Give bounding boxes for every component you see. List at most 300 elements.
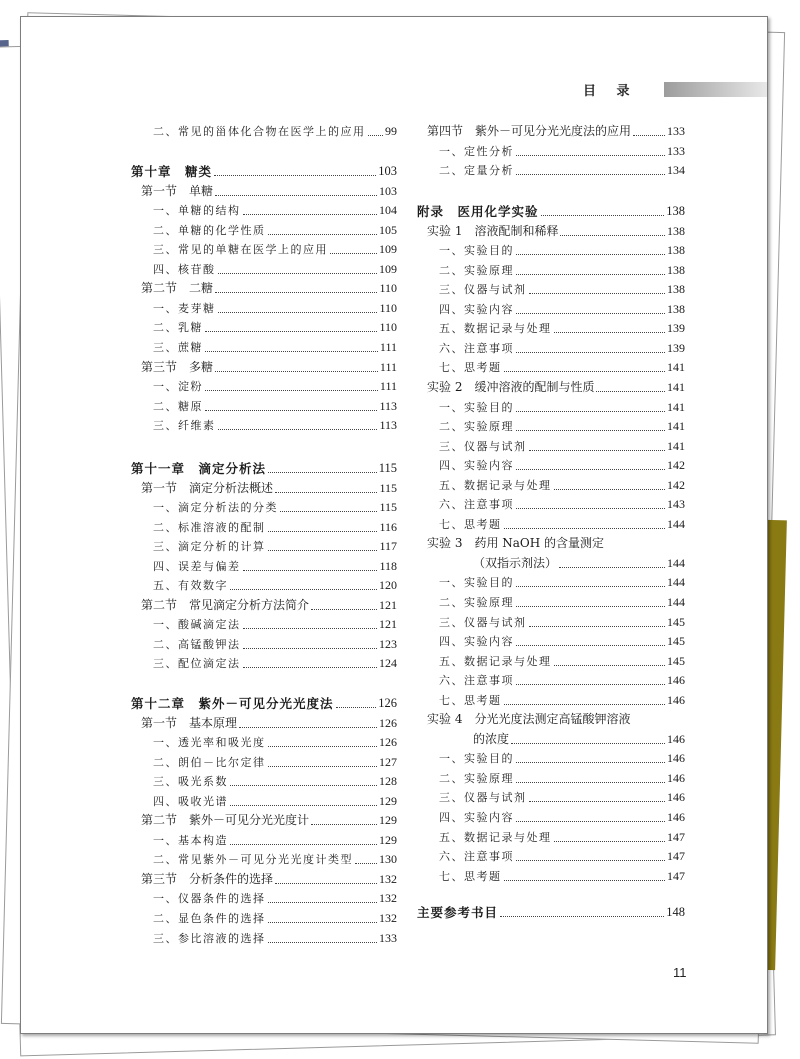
toc-entry-label: 二、高锰酸钾法	[153, 638, 241, 651]
toc-entry-item	[417, 573, 685, 592]
toc-entry-label: 第一节 单糖	[141, 184, 214, 198]
toc-entry-page: 146	[667, 693, 685, 707]
toc-entry-page: 145	[667, 634, 685, 648]
toc-entry-label: 一、实验目的	[439, 401, 514, 414]
toc-entry-page: 144	[667, 556, 685, 570]
toc-entry-item	[417, 593, 685, 612]
toc-entry-section	[131, 714, 397, 733]
toc-entry-chapter	[417, 202, 685, 221]
toc-entry-chapter	[131, 162, 397, 181]
toc-entry-page: 145	[667, 654, 685, 668]
toc-entry-label: 三、仪器与试剂	[439, 283, 527, 296]
toc-entry-page: 132	[379, 872, 397, 886]
leader-dots	[554, 665, 666, 666]
toc-entry-item	[417, 319, 685, 338]
toc-entry-item	[417, 241, 685, 260]
toc-entry-item	[131, 518, 397, 537]
toc-entry-label: 二、常见紫外－可见分光光度计类型	[153, 853, 353, 866]
toc-entry-cont	[417, 730, 685, 749]
header-gradient-bar	[664, 82, 767, 97]
toc-entry-page: 120	[379, 578, 397, 592]
toc-entry-label: 二、常见的甾体化合物在医学上的应用	[153, 125, 366, 138]
toc-entry-page: 128	[379, 774, 397, 788]
toc-entry-page: 138	[667, 224, 685, 238]
toc-entry-item	[417, 515, 685, 534]
toc-entry-page: 121	[379, 617, 397, 631]
toc-entry-item	[417, 161, 685, 180]
toc-entry-page: 117	[379, 539, 397, 553]
toc-entry-label: 二、实验原理	[439, 772, 514, 785]
leader-dots	[311, 609, 377, 610]
toc-entry-item	[417, 476, 685, 495]
toc-entry-label: 五、有效数字	[153, 579, 228, 592]
toc-entry-section	[417, 534, 685, 553]
toc-entry-label: 第一节 滴定分析法概述	[141, 481, 274, 495]
leader-dots	[311, 824, 377, 825]
leader-dots	[336, 707, 377, 708]
toc-entry-page: 110	[379, 320, 397, 334]
leader-dots	[280, 511, 377, 512]
toc-entry-label: 四、核苷酸	[153, 263, 216, 276]
toc-entry-label: 七、思考题	[439, 694, 502, 707]
leader-dots	[560, 235, 665, 236]
toc-entry-page: 133	[379, 931, 397, 945]
toc-entry-page: 133	[667, 124, 685, 138]
leader-dots	[268, 766, 378, 767]
toc-entry-item	[417, 280, 685, 299]
toc-entry-page: 115	[378, 461, 397, 475]
leader-dots	[268, 902, 378, 903]
leader-dots	[215, 371, 378, 372]
toc-entry-label: 二、显色条件的选择	[153, 912, 266, 925]
leader-dots	[355, 863, 377, 864]
toc-entry-label: 二、标准溶液的配制	[153, 521, 266, 534]
leader-dots	[243, 648, 378, 649]
toc-entry-item	[131, 850, 397, 869]
leader-dots	[268, 746, 378, 747]
leader-dots	[516, 586, 665, 587]
toc-entry-item	[417, 632, 685, 651]
toc-entry-item	[131, 299, 397, 318]
toc-entry-item	[131, 772, 397, 791]
toc-entry-label: 四、实验内容	[439, 303, 514, 316]
toc-entry-item	[131, 338, 397, 357]
toc-entry-page: 103	[379, 184, 397, 198]
toc-entry-label: 第十一章 滴定分析法	[131, 461, 267, 476]
toc-entry-page: 124	[379, 656, 397, 670]
toc-entry-page: 105	[379, 223, 397, 237]
toc-entry-page: 146	[667, 673, 685, 687]
leader-dots	[516, 313, 665, 314]
leader-dots	[243, 214, 378, 215]
leader-dots	[529, 450, 666, 451]
toc-entry-label: 四、误差与偏差	[153, 560, 241, 573]
toc-entry-page: 110	[379, 301, 397, 315]
toc-entry-label: 第一节 基本原理	[141, 716, 238, 730]
toc-entry-label: 第十章 糖类	[131, 164, 213, 179]
leader-dots	[541, 215, 665, 216]
toc-entry-page: 111	[379, 379, 397, 393]
leader-dots	[516, 860, 665, 861]
toc-entry-item	[131, 397, 397, 416]
toc-entry-label: 六、注意事项	[439, 674, 514, 687]
toc-entry-chapter	[131, 694, 397, 713]
toc-entry-page: 132	[379, 911, 397, 925]
toc-entry-label: 四、吸收光谱	[153, 795, 228, 808]
toc-entry-item	[417, 398, 685, 417]
toc-entry-item	[417, 261, 685, 280]
toc-entry-label: 三、仪器与试剂	[439, 791, 527, 804]
toc-entry-label: 第二节 紫外－可见分光光度计	[141, 813, 310, 827]
page-number: 11	[673, 965, 687, 980]
toc-entry-label: 三、吸光系数	[153, 775, 228, 788]
toc-entry-page: 129	[379, 794, 397, 808]
toc-entry-item	[417, 691, 685, 710]
leader-dots	[230, 844, 377, 845]
toc-entry-label: 三、滴定分析的计算	[153, 540, 266, 553]
toc-entry-label: 一、实验目的	[439, 244, 514, 257]
toc-entry-label: 二、定量分析	[439, 164, 514, 177]
toc-entry-page: 138	[667, 282, 685, 296]
leader-dots	[205, 410, 377, 411]
toc-entry-page: 141	[667, 380, 685, 394]
leader-dots	[268, 922, 378, 923]
leader-dots	[516, 606, 665, 607]
toc-entry-label: 主要参考书目	[417, 905, 499, 920]
toc-entry-page: 130	[379, 852, 397, 866]
toc-entry-item	[131, 792, 397, 811]
leader-dots	[516, 782, 665, 783]
toc-entry-page: 139	[667, 341, 685, 355]
leader-dots	[529, 626, 666, 627]
leader-dots	[516, 274, 665, 275]
toc-entry-page: 110	[379, 281, 397, 295]
toc-entry-page: 139	[667, 321, 685, 335]
toc-entry-label: 六、注意事项	[439, 850, 514, 863]
leader-dots	[596, 391, 665, 392]
leader-dots	[243, 570, 378, 571]
toc-entry-page: 148	[666, 905, 685, 919]
toc-entry-label: 附录 医用化学实验	[417, 204, 539, 219]
toc-entry-label: 七、思考题	[439, 870, 502, 883]
toc-entry-label: 四、实验内容	[439, 635, 514, 648]
toc-entry-page: 104	[379, 203, 397, 217]
toc-entry-page: 141	[667, 439, 685, 453]
toc-entry-label: 四、实验内容	[439, 459, 514, 472]
leader-dots	[239, 727, 377, 728]
leader-dots	[243, 667, 378, 668]
toc-entry-section	[131, 358, 397, 377]
toc-entry-page: 109	[379, 262, 397, 276]
toc-entry-page: 142	[667, 478, 685, 492]
toc-entry-page: 145	[667, 615, 685, 629]
toc-entry-label: 一、单糖的结构	[153, 204, 241, 217]
toc-entry-section	[417, 122, 685, 141]
toc-entry-label: 一、实验目的	[439, 752, 514, 765]
toc-entry-label: 二、糖原	[153, 400, 203, 413]
toc-page	[20, 16, 768, 1034]
toc-entry-item	[131, 318, 397, 337]
toc-entry-label: 四、实验内容	[439, 811, 514, 824]
toc-entry-label: 三、参比溶液的选择	[153, 932, 266, 945]
toc-entry-item	[417, 300, 685, 319]
leader-dots	[516, 645, 665, 646]
toc-entry-label: 第十二章 紫外－可见分光光度法	[131, 696, 334, 711]
leader-dots	[230, 785, 377, 786]
toc-entry-section	[417, 710, 685, 729]
toc-entry-label: 五、数据记录与处理	[439, 479, 552, 492]
toc-entry-chapter	[131, 459, 397, 478]
leader-dots	[516, 155, 665, 156]
running-header	[547, 79, 767, 101]
toc-entry-label: 实验 2 缓冲溶液的配制与性质	[427, 380, 595, 394]
toc-entry-section	[131, 596, 397, 615]
toc-entry-page: 141	[667, 400, 685, 414]
toc-entry-section	[131, 279, 397, 298]
leader-dots	[218, 312, 378, 313]
toc-entry-item	[417, 788, 685, 807]
leader-dots	[516, 508, 665, 509]
toc-entry-label: 二、实验原理	[439, 596, 514, 609]
leader-dots	[215, 195, 377, 196]
toc-entry-item	[417, 867, 685, 886]
leader-dots	[516, 684, 665, 685]
leader-dots	[243, 628, 378, 629]
toc-entry-label: 三、仪器与试剂	[439, 440, 527, 453]
toc-entry-item	[417, 456, 685, 475]
toc-entry-label: 二、乳糖	[153, 321, 203, 334]
toc-entry-page: 146	[667, 732, 685, 746]
toc-entry-item	[131, 122, 397, 141]
toc-entry-page: 133	[667, 144, 685, 158]
toc-entry-page: 144	[667, 575, 685, 589]
leader-dots	[230, 805, 377, 806]
leader-dots	[218, 429, 378, 430]
toc-entry-page: 126	[379, 716, 397, 730]
toc-entry-item	[131, 635, 397, 654]
toc-entry-label: 实验 4 分光光度法测定高锰酸钾溶液	[427, 712, 631, 726]
leader-dots	[554, 841, 666, 842]
toc-entry-label: 三、仪器与试剂	[439, 616, 527, 629]
toc-entry-page: 141	[667, 419, 685, 433]
leader-dots	[268, 234, 378, 235]
toc-entry-item	[417, 808, 685, 827]
leader-dots	[529, 801, 666, 802]
leader-dots	[516, 411, 665, 412]
toc-entry-item	[131, 201, 397, 220]
toc-entry-label: 五、数据记录与处理	[439, 655, 552, 668]
toc-entry-page: 111	[379, 340, 397, 354]
toc-entry-label: 一、酸碱滴定法	[153, 618, 241, 631]
toc-entry-item	[131, 240, 397, 259]
leader-dots	[554, 332, 666, 333]
toc-entry-label: 二、实验原理	[439, 264, 514, 277]
toc-entry-item	[417, 769, 685, 788]
leader-dots	[500, 916, 664, 917]
toc-entry-item	[131, 909, 397, 928]
toc-entry-label: 第三节 多糖	[141, 360, 214, 374]
leader-dots	[516, 352, 665, 353]
leader-dots	[504, 528, 666, 529]
toc-entry-page: 109	[379, 242, 397, 256]
toc-entry-page: 138	[667, 302, 685, 316]
toc-entry-item	[417, 358, 685, 377]
toc-entry-page: 138	[667, 263, 685, 277]
leader-dots	[559, 567, 665, 568]
toc-entry-page: 99	[385, 124, 397, 138]
toc-entry-section	[417, 222, 685, 241]
leader-dots	[516, 821, 665, 822]
toc-entry-item	[417, 417, 685, 436]
leader-dots	[516, 430, 665, 431]
toc-entry-label: 一、基本构造	[153, 834, 228, 847]
leader-dots	[205, 331, 377, 332]
toc-entry-item	[417, 652, 685, 671]
leader-dots	[633, 135, 665, 136]
toc-entry-item	[131, 498, 397, 517]
toc-entry-page: 138	[667, 243, 685, 257]
toc-entry-section	[131, 182, 397, 201]
toc-entry-label: 二、朗伯－比尔定律	[153, 756, 266, 769]
toc-entry-label: 一、仪器条件的选择	[153, 892, 266, 905]
leader-dots	[268, 942, 378, 943]
toc-entry-page: 113	[379, 399, 397, 413]
toc-entry-item	[131, 889, 397, 908]
leader-dots	[205, 390, 378, 391]
toc-entry-label: 一、麦芽糖	[153, 302, 216, 315]
leader-dots	[268, 531, 378, 532]
toc-entry-page: 142	[667, 458, 685, 472]
leader-dots	[504, 704, 666, 705]
toc-entry-label: 一、实验目的	[439, 576, 514, 589]
toc-entry-item	[131, 733, 397, 752]
leader-dots	[214, 175, 376, 176]
toc-entry-label: 三、常见的单糖在医学上的应用	[153, 243, 328, 256]
toc-entry-section	[131, 870, 397, 889]
toc-entry-label: 第二节 二糖	[141, 281, 214, 295]
toc-entry-item	[417, 749, 685, 768]
leader-dots	[275, 883, 377, 884]
toc-entry-item	[131, 654, 397, 673]
toc-entry-label: 七、思考题	[439, 518, 502, 531]
toc-entry-page: 146	[667, 810, 685, 824]
leader-dots	[218, 273, 378, 274]
toc-entry-page: 138	[666, 204, 685, 218]
toc-entry-item	[417, 339, 685, 358]
toc-entry-section	[131, 479, 397, 498]
toc-entry-page: 121	[379, 598, 397, 612]
toc-entry-page: 146	[667, 771, 685, 785]
toc-entry-item	[417, 671, 685, 690]
toc-entry-page: 115	[379, 481, 397, 495]
leader-dots	[516, 174, 665, 175]
toc-entry-item	[131, 377, 397, 396]
toc-entry-label: 三、蔗糖	[153, 341, 203, 354]
leader-dots	[504, 371, 666, 372]
toc-entry-page: 126	[379, 735, 397, 749]
toc-entry-item	[417, 495, 685, 514]
leader-dots	[215, 292, 377, 293]
toc-entry-item	[131, 221, 397, 240]
toc-entry-label: 实验 3 药用 NaOH 的含量测定	[427, 536, 605, 550]
toc-entry-label: 一、定性分析	[439, 145, 514, 158]
toc-entry-page: 118	[379, 559, 397, 573]
toc-entry-section	[131, 811, 397, 830]
leader-dots	[205, 351, 378, 352]
leader-dots	[504, 880, 666, 881]
toc-entry-chapter	[417, 903, 685, 922]
toc-entry-page: 103	[378, 164, 397, 178]
leader-dots	[275, 492, 377, 493]
toc-entry-item	[131, 615, 397, 634]
toc-entry-page: 129	[379, 833, 397, 847]
leader-dots	[268, 550, 378, 551]
leader-dots	[268, 472, 377, 473]
toc-entry-label: 第二节 常见滴定分析方法简介	[141, 598, 310, 612]
toc-entry-item	[131, 831, 397, 850]
leader-dots	[330, 253, 377, 254]
toc-entry-label: 第三节 分析条件的选择	[141, 872, 274, 886]
toc-entry-page: 144	[667, 595, 685, 609]
toc-entry-page: 129	[379, 813, 397, 827]
leader-dots	[529, 293, 666, 294]
toc-entry-label: 六、注意事项	[439, 498, 514, 511]
toc-entry-item	[131, 929, 397, 948]
toc-entry-label: 第四节 紫外－可见分光光度法的应用	[427, 124, 632, 138]
toc-entry-page: 146	[667, 751, 685, 765]
leader-dots	[516, 469, 665, 470]
toc-entry-label: 二、实验原理	[439, 420, 514, 433]
toc-entry-item	[131, 416, 397, 435]
leader-dots	[554, 489, 666, 490]
toc-entry-page: 141	[667, 360, 685, 374]
toc-entry-label: 实验 1 溶液配制和稀释	[427, 224, 559, 238]
toc-entry-section	[417, 378, 685, 397]
toc-entry-label: 一、淀粉	[153, 380, 203, 393]
toc-entry-label: 五、数据记录与处理	[439, 831, 552, 844]
toc-entry-label: 的浓度	[473, 732, 510, 746]
toc-entry-item	[131, 537, 397, 556]
toc-entry-label: 六、注意事项	[439, 342, 514, 355]
toc-entry-page: 147	[667, 830, 685, 844]
toc-entry-label: 一、透光率和吸光度	[153, 736, 266, 749]
leader-dots	[368, 135, 384, 136]
toc-entry-page: 144	[667, 517, 685, 531]
toc-entry-label: 一、滴定分析法的分类	[153, 501, 278, 514]
toc-entry-page: 132	[379, 891, 397, 905]
toc-entry-cont	[417, 554, 685, 573]
toc-entry-page: 127	[379, 755, 397, 769]
toc-entry-item	[131, 557, 397, 576]
leader-dots	[516, 762, 665, 763]
toc-entry-label: 三、纤维素	[153, 419, 216, 432]
leader-dots	[511, 743, 665, 744]
toc-entry-page: 147	[667, 849, 685, 863]
toc-entry-page: 113	[379, 418, 397, 432]
toc-entry-page: 111	[379, 360, 397, 374]
toc-entry-item	[417, 613, 685, 632]
toc-entry-label: 五、数据记录与处理	[439, 322, 552, 335]
toc-entry-page: 134	[667, 163, 685, 177]
toc-entry-page: 115	[379, 500, 397, 514]
toc-entry-item	[417, 437, 685, 456]
toc-entry-item	[131, 576, 397, 595]
leader-dots	[516, 254, 665, 255]
header-title: 目 录	[583, 84, 638, 99]
toc-entry-item	[417, 828, 685, 847]
toc-entry-item	[417, 847, 685, 866]
toc-entry-item	[131, 260, 397, 279]
